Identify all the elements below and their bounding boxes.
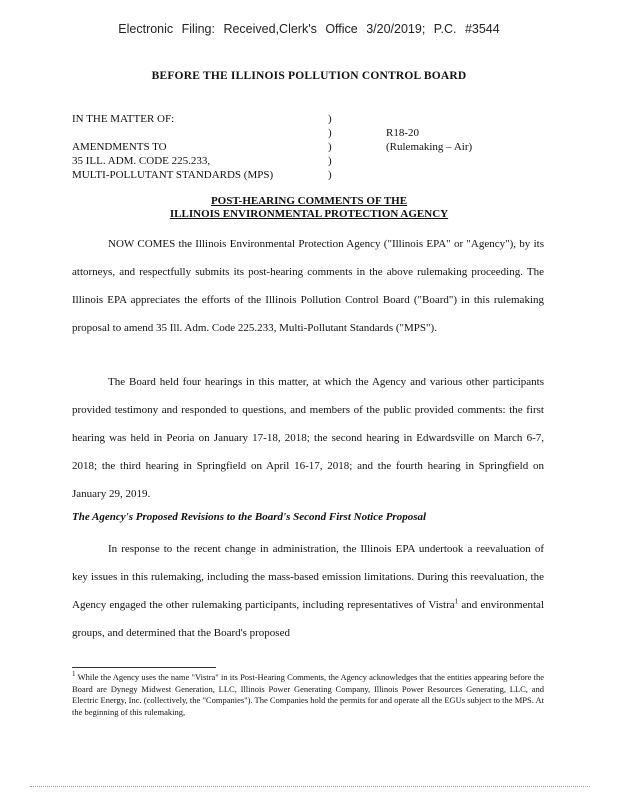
board-title: BEFORE THE ILLINOIS POLLUTION CONTROL BOARD (151, 70, 467, 82)
caption-left (72, 112, 322, 182)
footnote-text (72, 672, 544, 718)
docket-number: R18-20 (386, 127, 419, 139)
scan-artifact-line (30, 786, 590, 788)
caption-line (72, 126, 322, 140)
paragraph-1 (72, 230, 544, 342)
paragraph-3 (72, 535, 544, 647)
footnote-divider (72, 667, 216, 668)
title-line-1: POST-HEARING COMMENTS OF THE (210, 195, 408, 207)
caption-line: AMENDMENTS TO (72, 141, 167, 153)
caption-line: IN THE MATTER OF: (72, 113, 175, 125)
paragraph-text: The Board held four hearings in this matter, at which the Agency and various other participants provided testimony and responded to questions, and members of the public provided comments: the first hearing was held in Peoria on January 17-18, 2018; the second hearing in Edwardsville on March 6-7, 2018; the third hearing in Springfield on April 16-17, 2018; and the fourth hearing in Springfield on January 29, 2019. (72, 376, 544, 500)
paren: ) (328, 169, 332, 181)
filing-stamp-header: Electronic Filing: Received,Clerk's Office 3/20/2019; P.C. #3544 (118, 22, 500, 36)
document-title (0, 195, 618, 221)
title-line-2: ILLINOIS ENVIRONMENTAL PROTECTION AGENCY (169, 208, 449, 220)
paren: ) (328, 155, 332, 167)
paren: ) (328, 141, 332, 153)
paragraph-2 (72, 368, 544, 508)
caption-line: MULTI-POLLUTANT STANDARDS (MPS) (72, 169, 274, 181)
paragraph-text-part: In response to the recent change in administration, the Illinois EPA undertook a reevaluation of key issues in this rulemaking, including the mass-based emission limitations. During this reevaluation, the Agency engaged the other rulemaking participants, including representatives of Vistra (72, 543, 544, 611)
paragraph-text: NOW COMES the Illinois Environmental Protection Agency ("Illinois EPA" or "Agency"), by its attorneys, and respectfully submits its post-hearing comments in the above rulemaking proceeding. The Illinois EPA appreciates the efforts of the Illinois Pollution Control Board ("Board") in this rulemaking proposal to amend 35 Ill. Adm. Code 225.233, Multi-Pollutant Standards ("MPS"). (72, 238, 544, 334)
footnote-marker: 1 (72, 670, 76, 679)
paren: ) (328, 113, 332, 125)
paragraph-text (72, 535, 544, 647)
caption-parens (328, 112, 338, 182)
paren: ) (328, 127, 332, 139)
paragraph-text-part: and environmental groups, and determined that the Board's proposed (72, 599, 544, 639)
docket-type: (Rulemaking – Air) (386, 141, 473, 153)
caption-line: 35 ILL. ADM. CODE 225.233, (72, 155, 211, 167)
footnote-body: While the Agency uses the name "Vistra" in its Post-Hearing Comments, the Agency acknowledges that the entities appearing before the Board are Dynegy Midwest Generation, LLC, Illinois Power Generating Company, Illinois Power Resources Generating, LLC, and Electric Energy, Inc. (collectively, the "Companies"). The Companies hold the permits for and operate all the EGUs subject to the MPS. At the beginning of this rulemaking, (72, 672, 544, 717)
footnote (72, 672, 544, 718)
section-heading: The Agency's Proposed Revisions to the Board's Second First Notice Proposal (72, 511, 427, 523)
footnote-reference[interactable]: 1 (454, 597, 459, 606)
caption-right (386, 126, 472, 154)
